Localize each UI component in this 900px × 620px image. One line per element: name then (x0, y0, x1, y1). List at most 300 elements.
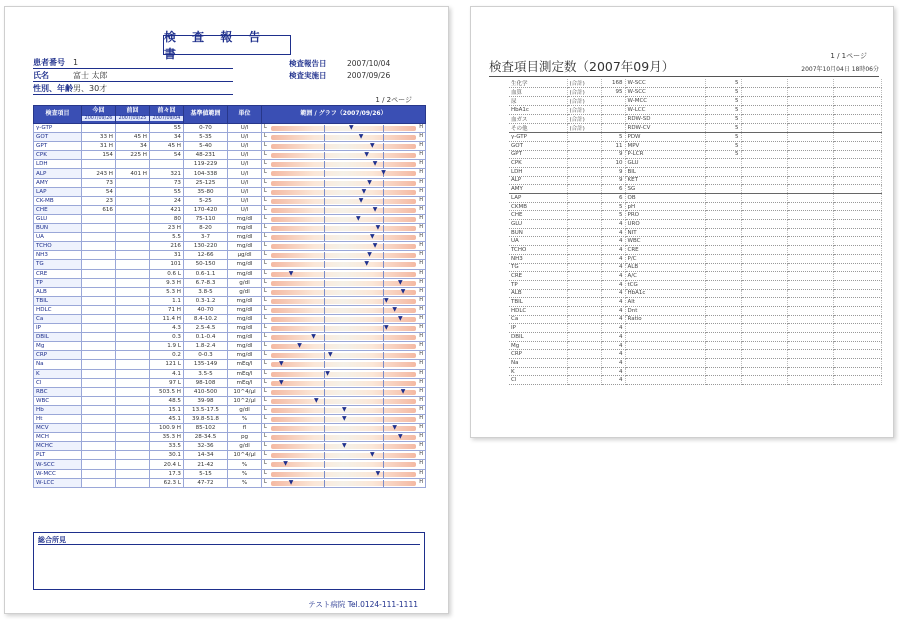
range-min-line (324, 298, 325, 305)
result-before-previous: 421 (150, 205, 184, 214)
result-unit: 10^4/μl (228, 387, 262, 396)
result-item: MCH (34, 433, 82, 442)
range-min-line (324, 480, 325, 487)
patient-name-label: 氏名 (33, 71, 49, 80)
result-unit: mEq/l (228, 360, 262, 369)
range-max-line (383, 316, 384, 323)
count-empty-cell (787, 202, 833, 211)
range-max-line (383, 334, 384, 341)
range-max-line (383, 180, 384, 187)
graph-low-label: L (264, 387, 267, 394)
result-row (34, 133, 426, 142)
count-group-label (567, 141, 601, 150)
count-value-left: 9 (601, 150, 625, 159)
col-current: 今回 2007/09/26 (82, 106, 116, 124)
range-min-line (324, 307, 325, 314)
range-bar (271, 205, 416, 213)
value-marker-icon: ▼ (349, 124, 354, 131)
value-marker-icon: ▼ (384, 324, 389, 332)
result-item: Ht (34, 415, 82, 424)
result-row (34, 305, 426, 314)
count-empty-cell (833, 220, 881, 229)
range-bar (271, 287, 416, 295)
result-row (34, 360, 426, 369)
count-item-left: CRP (509, 350, 567, 359)
count-item-right: PDW (625, 133, 705, 142)
graph-high-label: H (419, 451, 423, 458)
count-group-label (567, 185, 601, 194)
count-empty-cell (833, 202, 881, 211)
count-empty-cell (787, 324, 833, 333)
result-current (82, 333, 116, 342)
count-item-left: TCHO (509, 246, 567, 255)
result-unit: mg/dl (228, 324, 262, 333)
count-empty-cell (833, 159, 881, 168)
result-unit: 10^4/μl (228, 451, 262, 460)
result-before-previous: 48.5 (150, 396, 184, 405)
result-row (34, 142, 426, 151)
graph-low-label: L (264, 342, 267, 349)
result-reference: 28-34.5 (184, 433, 228, 442)
count-group-label (567, 315, 601, 324)
result-graph (262, 360, 426, 369)
result-current: 31 H (82, 142, 116, 151)
count-item-right: NIT (625, 228, 705, 237)
result-reference: 3.5-5 (184, 369, 228, 378)
result-graph (262, 387, 426, 396)
result-previous (116, 187, 150, 196)
graph-high-label: H (419, 469, 423, 476)
result-graph (262, 205, 426, 214)
value-marker-icon: ▼ (358, 133, 364, 141)
count-empty-cell (787, 237, 833, 246)
count-group-label (567, 341, 601, 350)
range-max-line (383, 271, 384, 278)
result-previous: 401 H (116, 169, 150, 178)
count-empty-cell (787, 350, 833, 359)
result-before-previous: 23 H (150, 224, 184, 233)
result-unit: mg/dl (228, 296, 262, 305)
result-graph (262, 442, 426, 451)
count-group-label (567, 306, 601, 315)
result-item: ALP (34, 169, 82, 178)
patient-id-row (33, 57, 233, 69)
graph-high-label: H (419, 224, 423, 231)
graph-high-label: H (419, 242, 423, 249)
value-marker-icon: ▼ (288, 269, 294, 277)
result-item: CRE (34, 269, 82, 278)
range-max-line (383, 125, 384, 132)
result-previous (116, 378, 150, 387)
graph-high-label: H (419, 124, 423, 130)
result-graph (262, 469, 426, 478)
count-item-left: 生化学 (509, 79, 567, 88)
count-item-left: NH3 (509, 254, 567, 263)
count-item-left: その他 (509, 124, 567, 133)
range-max-line (383, 143, 384, 150)
count-empty-cell (787, 263, 833, 272)
count-value-left: 4 (601, 333, 625, 342)
result-current (82, 242, 116, 251)
result-item: MCHC (34, 442, 82, 451)
graph-low-label: L (264, 224, 267, 231)
range-min-line (324, 125, 325, 132)
result-item: RBC (34, 387, 82, 396)
count-item-right (625, 333, 705, 342)
count-group-label (567, 194, 601, 203)
count-empty-cell (741, 141, 787, 150)
result-item: GPT (34, 142, 82, 151)
count-row (509, 359, 881, 368)
count-value-right (705, 246, 741, 255)
count-row (509, 159, 881, 168)
result-current: 243 H (82, 169, 116, 178)
range-bar (271, 244, 416, 249)
graph-high-label: H (419, 333, 423, 340)
result-before-previous: 100.9 H (150, 424, 184, 433)
result-current (82, 342, 116, 351)
count-row (509, 228, 881, 237)
value-marker-icon: ▼ (375, 469, 381, 477)
result-reference: 39-98 (184, 396, 228, 405)
result-before-previous: 0.2 (150, 351, 184, 360)
graph-low-label: L (264, 424, 267, 431)
graph-low-label: L (264, 124, 267, 130)
graph-high-label: H (419, 151, 423, 158)
count-empty-cell (741, 106, 787, 115)
count-empty-cell (741, 228, 787, 237)
count-group-label (567, 367, 601, 376)
report-date-row (289, 57, 419, 69)
result-previous (116, 405, 150, 414)
value-marker-icon: ▼ (370, 451, 375, 459)
count-value-right (705, 341, 741, 350)
value-marker-icon: ▼ (342, 405, 347, 413)
result-graph (262, 160, 426, 169)
graph-low-label: L (264, 369, 267, 376)
range-max-line (383, 416, 384, 423)
report-dates (289, 57, 419, 81)
count-item-left: K (509, 367, 567, 376)
count-value-right: 5 (705, 133, 741, 142)
result-current (82, 415, 116, 424)
count-item-left: IP (509, 324, 567, 333)
value-marker-icon: ▼ (358, 196, 364, 204)
count-item-left: TG (509, 263, 567, 272)
count-group-label (567, 220, 601, 229)
range-min-line (324, 161, 325, 168)
result-reference: 8-20 (184, 224, 228, 233)
results-table (33, 105, 426, 488)
graph-low-label: L (264, 351, 267, 358)
graph-high-label: H (419, 351, 423, 358)
value-marker-icon: ▼ (400, 387, 406, 395)
exec-date-label: 検査実施日 (289, 70, 327, 80)
result-previous (116, 424, 150, 433)
count-group-label: (合計) (567, 106, 601, 115)
count-empty-cell (741, 124, 787, 133)
result-reference: 170-420 (184, 205, 228, 214)
count-value-left: 5 (601, 202, 625, 211)
count-value-right (705, 167, 741, 176)
count-row (509, 211, 881, 220)
result-row (34, 287, 426, 296)
count-value-right (705, 298, 741, 307)
count-empty-cell (787, 167, 833, 176)
result-previous (116, 296, 150, 305)
result-unit: U/l (228, 178, 262, 187)
graph-high-label: H (419, 387, 423, 394)
value-marker-icon: ▼ (381, 169, 386, 177)
result-graph (262, 333, 426, 342)
count-value-right (705, 220, 741, 229)
count-value-right (705, 272, 741, 281)
value-marker-icon: ▼ (398, 278, 403, 286)
count-empty-cell (741, 359, 787, 368)
result-row (34, 169, 426, 178)
range-min-line (324, 416, 325, 423)
result-current (82, 451, 116, 460)
graph-high-label: H (419, 324, 423, 331)
count-item-right: W-SCC (625, 79, 705, 88)
result-graph (262, 478, 426, 487)
patient-info (33, 57, 233, 96)
count-empty-cell (833, 150, 881, 159)
count-empty-cell (787, 315, 833, 324)
value-marker-icon: ▼ (372, 160, 378, 168)
result-previous (116, 451, 150, 460)
range-min-line (324, 334, 325, 341)
count-group-label (567, 133, 601, 142)
result-current (82, 424, 116, 433)
result-row (34, 442, 426, 451)
result-current (82, 360, 116, 369)
count-group-label (567, 376, 601, 385)
count-empty-cell (833, 88, 881, 97)
graph-low-label: L (264, 333, 267, 340)
count-value-right: 5 (705, 141, 741, 150)
range-bar (271, 153, 416, 158)
count-group-label: (合計) (567, 115, 601, 124)
result-unit: % (228, 478, 262, 487)
count-value-left: 9 (601, 167, 625, 176)
count-empty-cell (741, 79, 787, 88)
graph-low-label: L (264, 442, 267, 449)
graph-high-label: H (419, 214, 423, 221)
count-empty-cell (833, 315, 881, 324)
count-empty-cell (741, 88, 787, 97)
result-before-previous: 1.9 L (150, 342, 184, 351)
range-min-line (324, 198, 325, 205)
report-date-value: 2007/10/04 (347, 58, 391, 68)
range-min-line (324, 380, 325, 387)
result-previous: 45 H (116, 133, 150, 142)
result-previous: 34 (116, 142, 150, 151)
result-row (34, 405, 426, 414)
count-value-right: 5 (705, 106, 741, 115)
count-item-right: GLU (625, 159, 705, 168)
count-value-right (705, 289, 741, 298)
count-value-left (601, 115, 625, 124)
count-empty-cell (833, 194, 881, 203)
result-before-previous: 71 H (150, 305, 184, 314)
result-before-previous: 80 (150, 214, 184, 223)
result-graph (262, 142, 426, 151)
result-before-previous: 97 L (150, 378, 184, 387)
count-empty-cell (833, 298, 881, 307)
count-empty-cell (787, 176, 833, 185)
result-reference: 32-36 (184, 442, 228, 451)
result-row (34, 124, 426, 133)
range-min-line (324, 243, 325, 250)
value-marker-icon: ▼ (314, 396, 319, 404)
graph-low-label: L (264, 460, 267, 467)
count-item-right: KET (625, 176, 705, 185)
graph-high-label: H (419, 396, 423, 403)
value-marker-icon: ▼ (400, 287, 406, 295)
count-item-right: Dnt (625, 306, 705, 315)
result-before-previous: 45.1 (150, 415, 184, 424)
result-before-previous: 216 (150, 242, 184, 251)
graph-low-label: L (264, 305, 267, 312)
result-previous (116, 469, 150, 478)
result-row (34, 387, 426, 396)
range-max-line (383, 434, 384, 441)
count-item-left: CPK (509, 159, 567, 168)
range-bar (271, 278, 416, 286)
result-previous (116, 260, 150, 269)
range-bar (271, 314, 416, 322)
count-empty-cell (787, 141, 833, 150)
graph-high-label: H (419, 296, 423, 303)
count-item-left: 尿 (509, 97, 567, 106)
count-empty-cell (787, 289, 833, 298)
graph-low-label: L (264, 378, 267, 385)
result-unit: % (228, 460, 262, 469)
count-empty-cell (787, 88, 833, 97)
result-current (82, 378, 116, 387)
count-item-left: AMY (509, 185, 567, 194)
range-max-line (383, 361, 384, 368)
result-current (82, 278, 116, 287)
result-reference: 13.5-17.5 (184, 405, 228, 414)
result-reference: 3-7 (184, 233, 228, 242)
graph-high-label: H (419, 251, 423, 258)
result-item: CHE (34, 205, 82, 214)
count-row (509, 115, 881, 124)
count-group-label (567, 246, 601, 255)
range-bar (271, 178, 416, 186)
result-previous (116, 287, 150, 296)
result-unit: mg/dl (228, 242, 262, 251)
result-reference: 8.4-10.2 (184, 314, 228, 323)
result-before-previous: 54 (150, 151, 184, 160)
comment-box[interactable] (33, 532, 425, 590)
result-unit: mg/dl (228, 333, 262, 342)
count-page-number: 1 / 1ページ (830, 52, 867, 60)
range-max-line (383, 425, 384, 432)
range-min-line (324, 407, 325, 414)
result-item: Mg (34, 342, 82, 351)
result-current (82, 214, 116, 223)
result-previous (116, 124, 150, 133)
count-value-left: 4 (601, 246, 625, 255)
result-item: W-MCC (34, 469, 82, 478)
count-group-label (567, 280, 601, 289)
count-row (509, 333, 881, 342)
count-item-left: CKMB (509, 202, 567, 211)
range-bar (271, 226, 416, 231)
result-unit: fl (228, 424, 262, 433)
result-unit: U/l (228, 196, 262, 205)
exec-date-value: 2007/09/26 (347, 70, 391, 80)
graph-low-label: L (264, 478, 267, 485)
result-before-previous: 1.1 (150, 296, 184, 305)
count-empty-cell (741, 211, 787, 220)
range-max-line (383, 261, 384, 268)
count-empty-cell (741, 176, 787, 185)
count-empty-cell (787, 376, 833, 385)
range-bar (271, 214, 416, 222)
result-reference: 1.8-2.4 (184, 342, 228, 351)
result-graph (262, 460, 426, 469)
count-empty-cell (787, 367, 833, 376)
graph-low-label: L (264, 278, 267, 285)
graph-low-label: L (264, 269, 267, 276)
count-empty-cell (787, 97, 833, 106)
result-row (34, 187, 426, 196)
count-empty-cell (741, 306, 787, 315)
count-row (509, 289, 881, 298)
count-group-label: (合計) (567, 79, 601, 88)
count-row (509, 88, 881, 97)
graph-high-label: H (419, 424, 423, 431)
graph-low-label: L (264, 133, 267, 140)
result-unit: U/l (228, 133, 262, 142)
range-min-line (324, 343, 325, 350)
count-group-label (567, 272, 601, 281)
count-value-right (705, 263, 741, 272)
result-item: Cl (34, 378, 82, 387)
count-row (509, 367, 881, 376)
range-max-line (383, 443, 384, 450)
result-item: DBIL (34, 333, 82, 342)
range-max-line (383, 152, 384, 159)
result-row (34, 424, 426, 433)
count-row (509, 79, 881, 88)
count-empty-cell (741, 289, 787, 298)
result-row (34, 314, 426, 323)
result-before-previous: 321 (150, 169, 184, 178)
count-datetime: 2007年10月04日 18時06分 (801, 66, 879, 73)
result-item: LDH (34, 160, 82, 169)
count-group-label (567, 254, 601, 263)
result-row (34, 469, 426, 478)
count-item-left: LAP (509, 194, 567, 203)
range-min-line (324, 152, 325, 159)
count-value-right (705, 333, 741, 342)
count-item-right (625, 324, 705, 333)
range-bar (271, 144, 416, 149)
graph-high-label: H (419, 433, 423, 440)
range-bar (271, 126, 416, 131)
result-reference: 0-70 (184, 124, 228, 133)
result-previous (116, 224, 150, 233)
count-group-label (567, 333, 601, 342)
patient-sex-age-row (33, 83, 233, 95)
count-value-right: 5 (705, 115, 741, 124)
graph-high-label: H (419, 269, 423, 276)
